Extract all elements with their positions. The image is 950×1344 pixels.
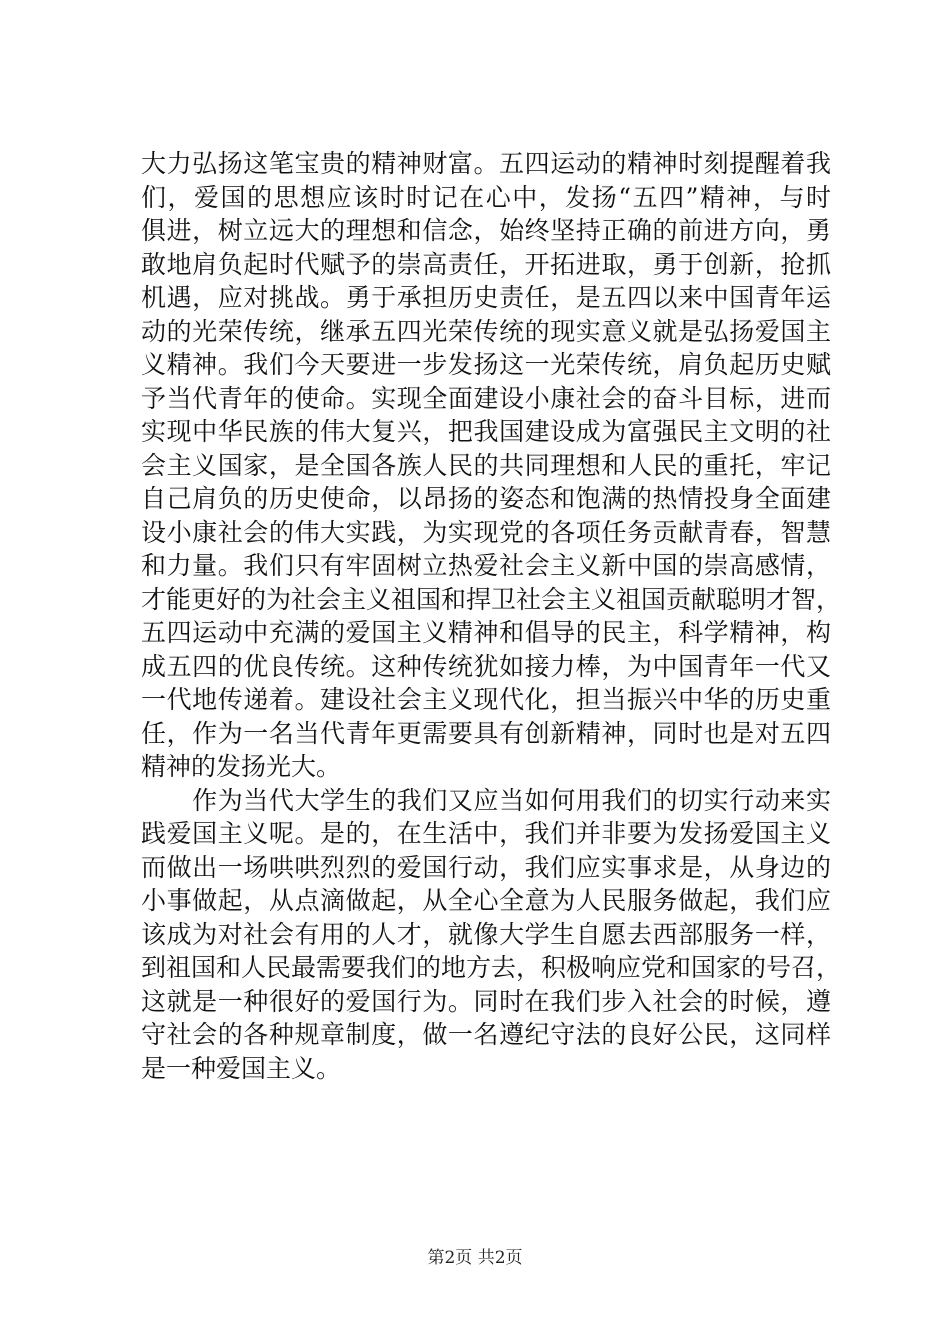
document-body — [141, 147, 842, 1085]
text-line: 大力弘扬这笔宝贵的精神财富。五四运动的精神时刻提醒着我 — [141, 149, 831, 178]
text-line: 俱进，树立远大的理想和信念，始终坚持正确的前进方向，勇 — [141, 216, 831, 245]
text-line: 一代地传递着。建设社会主义现代化，担当振兴中华的历史重 — [141, 685, 831, 714]
text-line: 该成为对社会有用的人才，就像大学生自愿去西部服务一样， — [141, 919, 831, 949]
text-line: 会主义国家，是全国各族人民的共同理想和人民的重托，牢记 — [141, 450, 831, 480]
text-line: 机遇，应对挑战。勇于承担历史责任，是五四以来中国青年运 — [141, 283, 831, 312]
text-line: 自己肩负的历史使命，以昂扬的姿态和饱满的热情投身全面建 — [141, 484, 831, 513]
paragraph-2 — [141, 784, 842, 1086]
text-line: 到祖国和人民最需要我们的地方去，积极响应党和国家的号召， — [141, 953, 842, 982]
text-line: 这就是一种很好的爱国行为。同时在我们步入社会的时候，遵 — [141, 986, 831, 1016]
text-line: 五四运动中充满的爱国主义精神和倡导的民主，科学精神，构 — [141, 618, 831, 647]
text-line: 小事做起，从点滴做起，从全心全意为人民服务做起，我们应 — [141, 886, 831, 915]
text-line: 义精神。我们今天要进一步发扬这一光荣传统，肩负起历史赋 — [141, 350, 831, 379]
text-line: 任，作为一名当代青年更需要具有创新精神，同时也是对五四 — [141, 718, 831, 748]
text-line: 动的光荣传统，继承五四光荣传统的现实意义就是弘扬爱国主 — [141, 316, 831, 346]
text-line: 和力量。我们只有牢固树立热爱社会主义新中国的崇高感情， — [141, 551, 831, 580]
text-line: 予当代青年的使命。实现全面建设小康社会的奋斗目标，进而 — [141, 383, 831, 413]
text-line: 成五四的优良传统。这种传统犹如接力棒，为中国青年一代又 — [141, 651, 831, 681]
page-number-footer: 第2页 共2页 — [427, 1248, 523, 1268]
text-line: 实现中华民族的伟大复兴，把我国建设成为富强民主文明的社 — [141, 417, 831, 446]
text-line: 践爱国主义呢。是的，在生活中，我们并非要为发扬爱国主义 — [141, 819, 831, 848]
text-line: 才能更好的为社会主义祖国和捍卫社会主义祖国贡献聪明才智， — [141, 584, 842, 614]
text-line: 精神的发扬光大。 — [141, 752, 342, 781]
paragraph-1 — [141, 147, 842, 784]
text-line: 守社会的各种规章制度，做一名遵纪守法的良好公民，这同样 — [141, 1020, 831, 1049]
text-line: 们，爱国的思想应该时时记在心中，发扬“五四”精神，与时 — [141, 182, 831, 212]
text-line: 作为当代大学生的我们又应当如何用我们的切实行动来实 — [141, 785, 831, 815]
text-line: 是一种爱国主义。 — [141, 1053, 342, 1083]
text-line: 而做出一场哄哄烈烈的爱国行动，我们应实事求是，从身边的 — [141, 852, 831, 882]
text-line: 设小康社会的伟大实践，为实现党的各项任务贡献青春，智慧 — [141, 517, 831, 547]
text-line: 敢地肩负起时代赋予的崇高责任，开拓进取，勇于创新，抢抓 — [141, 249, 831, 279]
